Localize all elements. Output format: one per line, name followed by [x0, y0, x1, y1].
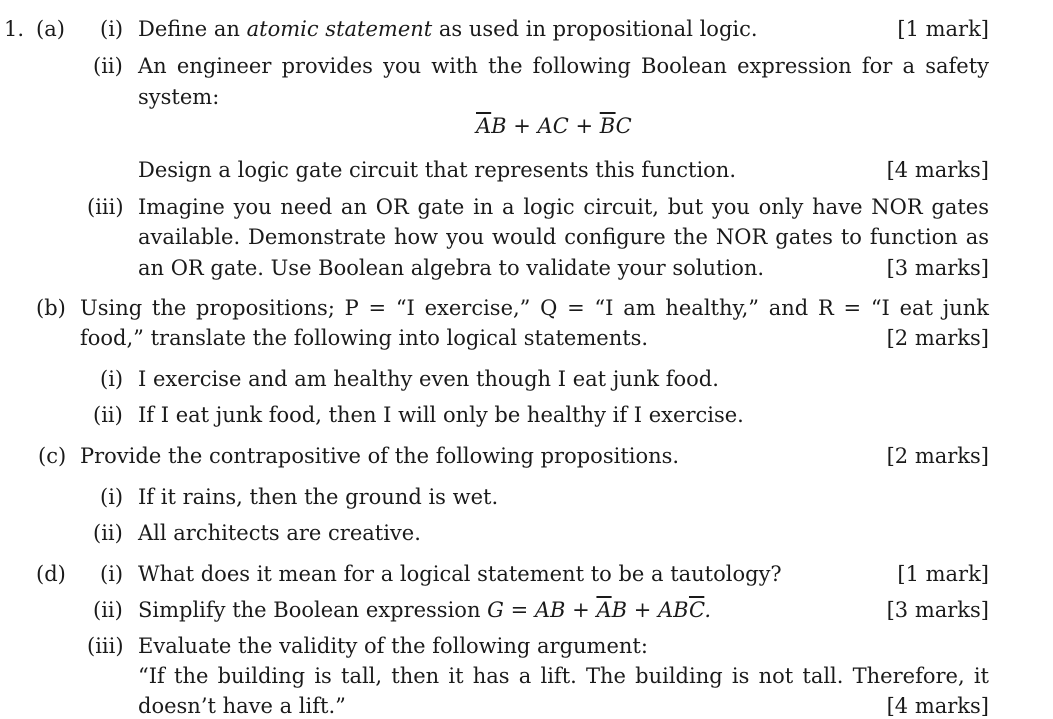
part-a-ii-line1: An engineer provides you with the following Boolean expression for a safety: [138, 54, 989, 78]
part-d-i-marks: [1 mark]: [897, 562, 989, 586]
part-a-ii-instruction: Design a logic gate circuit that represents this function.: [138, 158, 736, 182]
part-c-i-number: (i): [100, 485, 124, 509]
part-d-i-text: What does it mean for a logical statement to be a tautology?: [138, 562, 782, 586]
part-d-iii-line2: “If the building is tall, then it has a lift. The building is not tall. Therefore, it: [138, 664, 989, 688]
part-b-i-text: I exercise and am healthy even though I eat junk food.: [138, 367, 719, 391]
part-c-text: Provide the contrapositive of the following propositions.: [80, 444, 680, 468]
part-a-iii-line2: available. Demonstrate how you would configure the NOR gates to function as: [138, 225, 989, 249]
part-d-i-number: (i): [100, 562, 124, 586]
part-d-iii-marks: [4 marks]: [886, 694, 989, 718]
part-b-line1: Using the propositions; P = “I exercise,” Q = “I am healthy,” and R = “I eat junk: [80, 296, 989, 320]
part-c-i-text: If it rains, then the ground is wet.: [138, 485, 499, 509]
part-a-i-number: (i): [100, 17, 124, 41]
part-d-ii-expression: G = AB + $\overline{A}B + AB\overline{C}$.: [487, 598, 711, 622]
part-c-label: (c): [38, 444, 67, 468]
part-b-ii-text: If I eat junk food, then I will only be healthy if I exercise.: [138, 403, 744, 427]
part-a-iii-line3: an OR gate. Use Boolean algebra to validate your solution.: [138, 256, 765, 280]
part-d-label: (d): [36, 562, 66, 586]
part-a-i-text-pre: Define an: [138, 17, 240, 41]
part-c-marks: [2 marks]: [886, 444, 989, 468]
part-a-iii-marks: [3 marks]: [886, 256, 989, 280]
part-a-ii-number: (ii): [93, 54, 123, 78]
part-a-i-marks: [1 mark]: [897, 17, 989, 41]
part-a-iii-line1: Imagine you need an OR gate in a logic circuit, but you only have NOR gates: [138, 195, 989, 219]
part-d-iii-line1: Evaluate the validity of the following argument:: [138, 634, 648, 658]
part-d-ii-text-pre: Simplify the Boolean expression: [138, 598, 481, 622]
part-b-ii-number: (ii): [93, 403, 123, 427]
part-b-label: (b): [36, 296, 66, 320]
part-d-iii-number: (iii): [87, 634, 124, 658]
part-a-label: (a): [36, 17, 65, 41]
part-a-i-text: [138, 16, 758, 42]
part-d-ii-number: (ii): [93, 598, 123, 622]
part-b-marks: [2 marks]: [886, 326, 989, 350]
part-a-ii-marks: [4 marks]: [886, 158, 989, 182]
part-d-ii-text: [138, 597, 711, 623]
part-d-iii-line3: doesn’t have a lift.”: [138, 694, 346, 718]
part-c-ii-number: (ii): [93, 521, 123, 545]
question-number: 1.: [4, 17, 25, 41]
part-b-line2: food,” translate the following into logical statements.: [80, 326, 649, 350]
part-a-iii-number: (iii): [87, 195, 124, 219]
part-a-i-term: atomic statement: [246, 17, 433, 41]
part-b-i-number: (i): [100, 367, 124, 391]
part-a-ii-line2: system:: [138, 85, 220, 109]
part-a-ii-expression: $\overline{A}B$ + AC + $\overline{B}C$: [476, 114, 632, 138]
part-c-ii-text: All architects are creative.: [138, 521, 421, 545]
part-d-ii-marks: [3 marks]: [886, 598, 989, 622]
part-a-i-text-post: as used in propositional logic.: [438, 17, 758, 41]
